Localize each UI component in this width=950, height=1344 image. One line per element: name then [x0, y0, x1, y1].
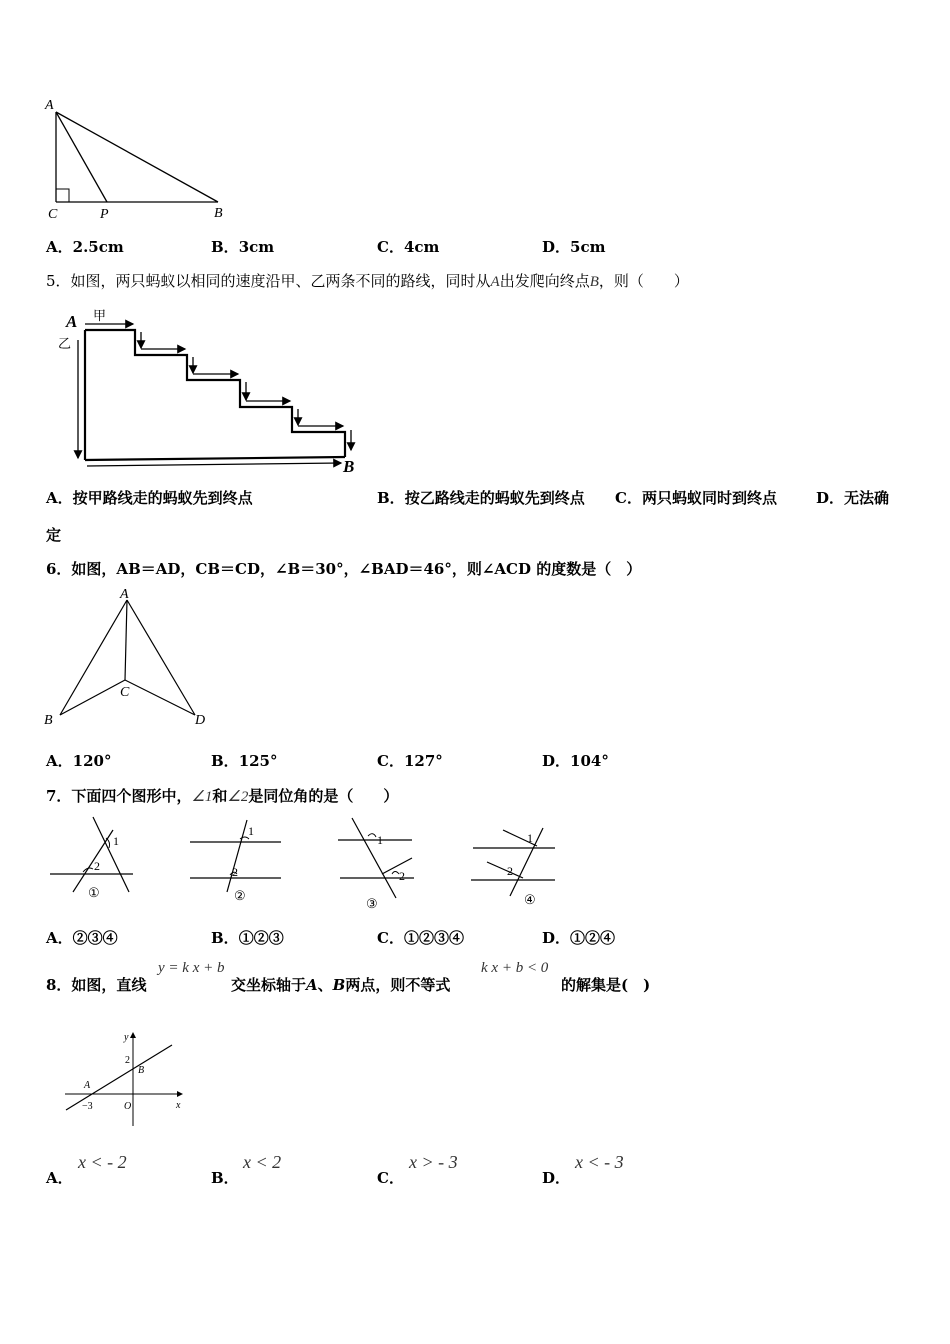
q5-label-jia: 甲: [93, 308, 107, 323]
q5-label-a: A: [66, 312, 78, 331]
q8-inequality: k x + b < 0: [481, 960, 549, 976]
q6-label-d: D: [195, 713, 206, 728]
q7-fig1-mark: ①: [88, 885, 100, 900]
q8-option-b-letter: B．: [211, 1169, 239, 1187]
q7-stem: 7．下面四个图形中，∠1和∠2是同位角的是（ ）: [46, 787, 399, 805]
q6-label-a: A: [120, 587, 129, 602]
q7-figure-2: [185, 812, 290, 907]
q5-option-b: B．按乙路线走的蚂蚁先到终点: [377, 489, 585, 507]
q5-label-b: B: [343, 457, 355, 476]
q5-option-a: A．按甲路线走的蚂蚁先到终点: [46, 489, 253, 507]
q4-option-a: A．2.5cm: [46, 238, 124, 256]
q7-fig2-angle-1: 1: [248, 824, 254, 838]
q7-fig4-mark: ④: [524, 892, 536, 907]
q5-option-d-wrap: 定: [46, 526, 62, 544]
q8-line-equation: y = k x + b: [158, 960, 225, 976]
q7-fig3-angle-2: 2: [399, 869, 405, 883]
q7-fig1-angle-1: 1: [113, 834, 119, 848]
q8-label-x: x: [176, 1100, 181, 1111]
q8-label-neg3: −3: [82, 1101, 93, 1112]
q8-label-two: 2: [125, 1055, 130, 1066]
q8-option-c: x > - 3: [409, 1152, 458, 1172]
q7-option-d: D．①②④: [542, 929, 616, 947]
q4-label-p: P: [100, 207, 109, 222]
q8-label-o: O: [124, 1101, 132, 1112]
q8-option-c-letter: C．: [377, 1169, 404, 1187]
q8-label-a: A: [84, 1080, 91, 1091]
q5-stem: 5．如图，两只蚂蚁以相同的速度沿甲、乙两条不同的路线，同时从A出发爬向终点B，则（ ）: [46, 272, 689, 290]
q8-label-b: B: [138, 1065, 145, 1076]
q6-kite-figure: [40, 585, 220, 730]
q4-option-b: B．3cm: [211, 238, 275, 256]
q4-label-b: B: [214, 206, 223, 221]
q4-option-c: C．4cm: [377, 238, 440, 256]
q7-figure-1: [45, 812, 140, 907]
q7-fig4-angle-1: 1: [527, 831, 533, 845]
q7-fig1-angle-2: 2: [94, 859, 100, 873]
q5-option-d: D．无法确: [816, 489, 890, 507]
q8-coordinate-figure: [60, 1028, 195, 1128]
q7-fig2-mark: ②: [234, 888, 246, 903]
q8-option-a-letter: A．: [46, 1169, 73, 1187]
q7-fig4-angle-2: 2: [507, 864, 513, 878]
q7-fig2-angle-2: 2: [232, 865, 238, 879]
q7-option-a: A．②③④: [46, 929, 118, 947]
q4-option-d: D．5cm: [542, 238, 606, 256]
q6-option-c: C．127°: [377, 752, 443, 770]
q4-triangle-figure: [40, 92, 240, 227]
q8-option-a: x < - 2: [78, 1152, 127, 1172]
q6-label-c: C: [120, 685, 130, 700]
q7-option-b: B．①②③: [211, 929, 284, 947]
q6-option-b: B．125°: [211, 752, 278, 770]
q4-label-c: C: [48, 207, 58, 222]
q8-stem-pre: 8．如图，直线: [46, 976, 147, 994]
q8-option-d: x < - 3: [575, 1152, 624, 1172]
q7-fig3-angle-1: 1: [377, 833, 383, 847]
q5-label-yi: 乙: [58, 336, 72, 351]
q5-staircase-figure: [55, 300, 375, 475]
q8-option-b: x < 2: [243, 1152, 282, 1172]
q8-label-y: y: [124, 1032, 129, 1043]
q7-fig3-mark: ③: [366, 896, 378, 911]
q5-option-c: C．两只蚂蚁同时到终点: [615, 489, 777, 507]
q6-option-d: D．104°: [542, 752, 609, 770]
q7-option-c: C．①②③④: [377, 929, 464, 947]
q8-stem-post: 的解集是( ): [561, 976, 651, 994]
q6-label-b: B: [44, 713, 53, 728]
q4-label-a: A: [45, 98, 54, 113]
q7-figure-3: [332, 812, 442, 912]
q8-option-d-letter: D．: [542, 1169, 571, 1187]
q6-option-a: A．120°: [46, 752, 112, 770]
q6-stem: 6．如图，AB＝AD，CB＝CD，∠B＝30°，∠BAD＝46°，则∠ACD 的度数是（ ）: [46, 560, 642, 578]
q8-stem-mid: 交坐标轴于A、B两点，则不等式: [231, 976, 451, 994]
q7-figure-4: [465, 812, 565, 912]
